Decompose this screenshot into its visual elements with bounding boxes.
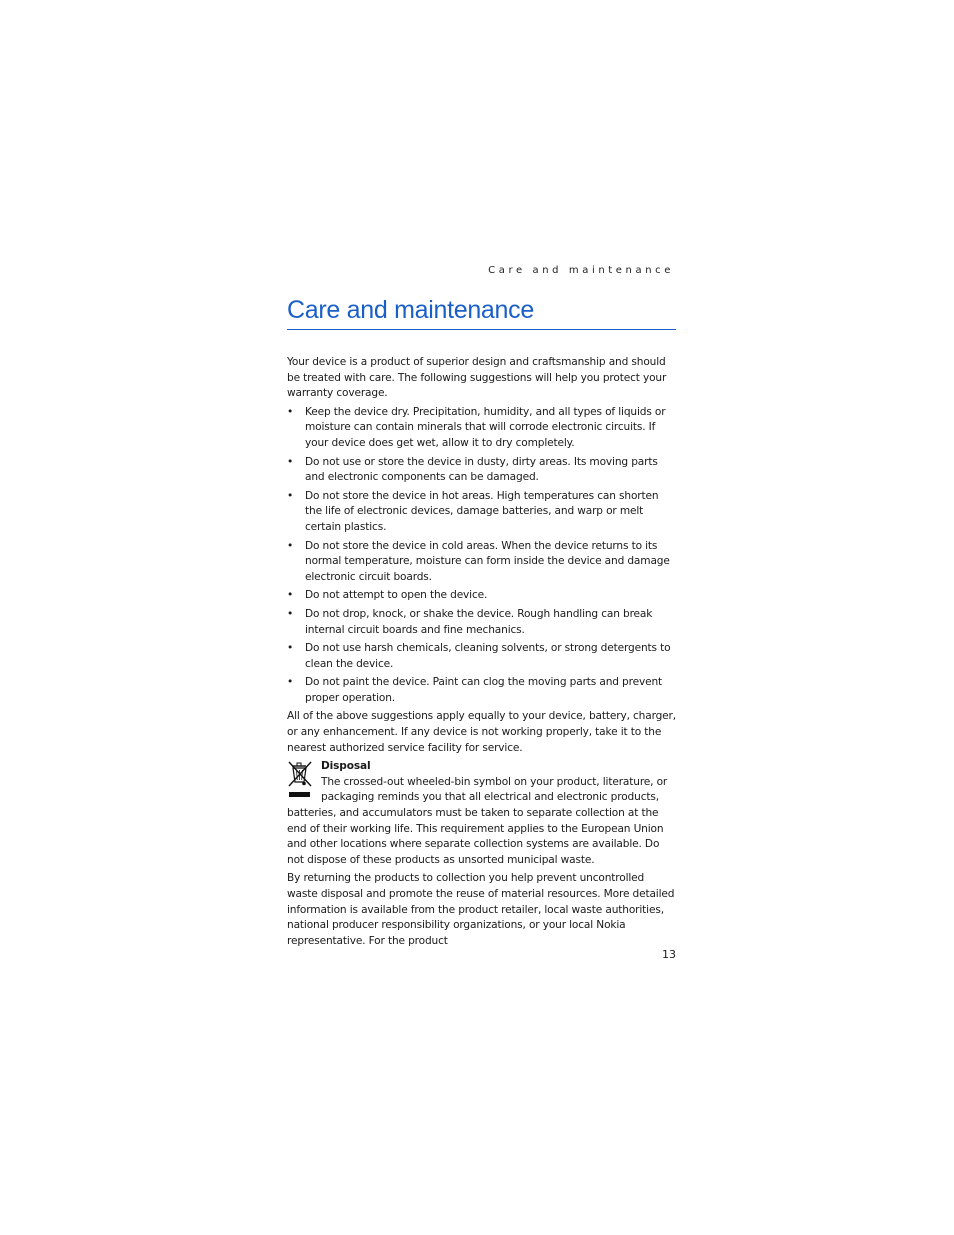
disposal-text: The crossed-out wheeled-bin symbol on your product, literature, or packaging reminds you that all electrical and electronic products, batteries, and accumulators must be taken to separate collection at the end of their working life. This requirement applies to the European Union and other locations where separate collection systems are available. Do not dispose of these products as unsorted municipal waste. — [287, 775, 668, 866]
closing-paragraph: By returning the products to collection you help prevent uncontrolled waste disposal and promote the reuse of material resources. More detailed information is available from the product retailer, local waste authorities, national producer responsibility organizations, or your local Nokia representative. For the product — [287, 872, 675, 947]
bullet-icon: • — [287, 642, 294, 655]
bullet-icon: • — [287, 405, 294, 418]
list-item — [287, 675, 676, 706]
page-title: Care and maintenance — [287, 296, 676, 330]
intro-paragraph: Your device is a product of superior design and craftsmanship and should be treated with care. The following suggestions will help you protect your warranty coverage. — [287, 356, 667, 400]
list-item-text: Do not store the device in hot areas. High temperatures can shorten the life of electronic devices, damage batteries, and warp or melt certain plastics. — [305, 489, 659, 533]
bullet-icon: • — [287, 589, 294, 602]
list-item-text: Keep the device dry. Precipitation, humidity, and all types of liquids or moisture can contain minerals that will corrode electronic circuits. If your device does get wet, allow it to dry completely. — [305, 405, 666, 449]
bullet-icon: • — [287, 607, 294, 620]
list-item — [287, 588, 676, 604]
list-item — [287, 489, 676, 536]
list-item — [287, 539, 676, 586]
disposal-heading: Disposal — [321, 760, 371, 773]
list-item-text: Do not drop, knock, or shake the device. Rough handling can break internal circuit boards and fine mechanics. — [305, 607, 653, 636]
bullet-icon: • — [287, 676, 294, 689]
list-item-text: Do not use or store the device in dusty, dirty areas. Its moving parts and electronic components can be damaged. — [305, 455, 658, 484]
list-item — [287, 405, 676, 452]
list-item-text: Do not use harsh chemicals, cleaning solvents, or strong detergents to clean the device. — [305, 642, 671, 670]
page-number: 13 — [662, 948, 676, 961]
list-item — [287, 607, 676, 638]
care-suggestions-list — [287, 405, 676, 707]
list-item-text: Do not attempt to open the device. — [305, 589, 488, 602]
bullet-icon: • — [287, 455, 294, 468]
list-item — [287, 455, 676, 486]
summary-paragraph: All of the above suggestions apply equally to your device, battery, charger, or any enhancement. If any device is not working properly, take it to the nearest authorized service facility for service. — [287, 710, 676, 754]
disposal-section — [287, 759, 676, 868]
crossed-out-wheeled-bin-icon — [287, 759, 317, 802]
list-item-text: Do not paint the device. Paint can clog the moving parts and prevent proper operation. — [305, 676, 663, 704]
body-content — [287, 355, 676, 952]
list-item-text: Do not store the device in cold areas. When the device returns to its normal temperature, moisture can form inside the device and damage electronic circuit boards. — [305, 539, 670, 583]
bullet-icon: • — [287, 489, 294, 502]
running-header: Care and maintenance — [488, 265, 674, 276]
list-item — [287, 641, 676, 672]
bullet-icon: • — [287, 539, 294, 552]
